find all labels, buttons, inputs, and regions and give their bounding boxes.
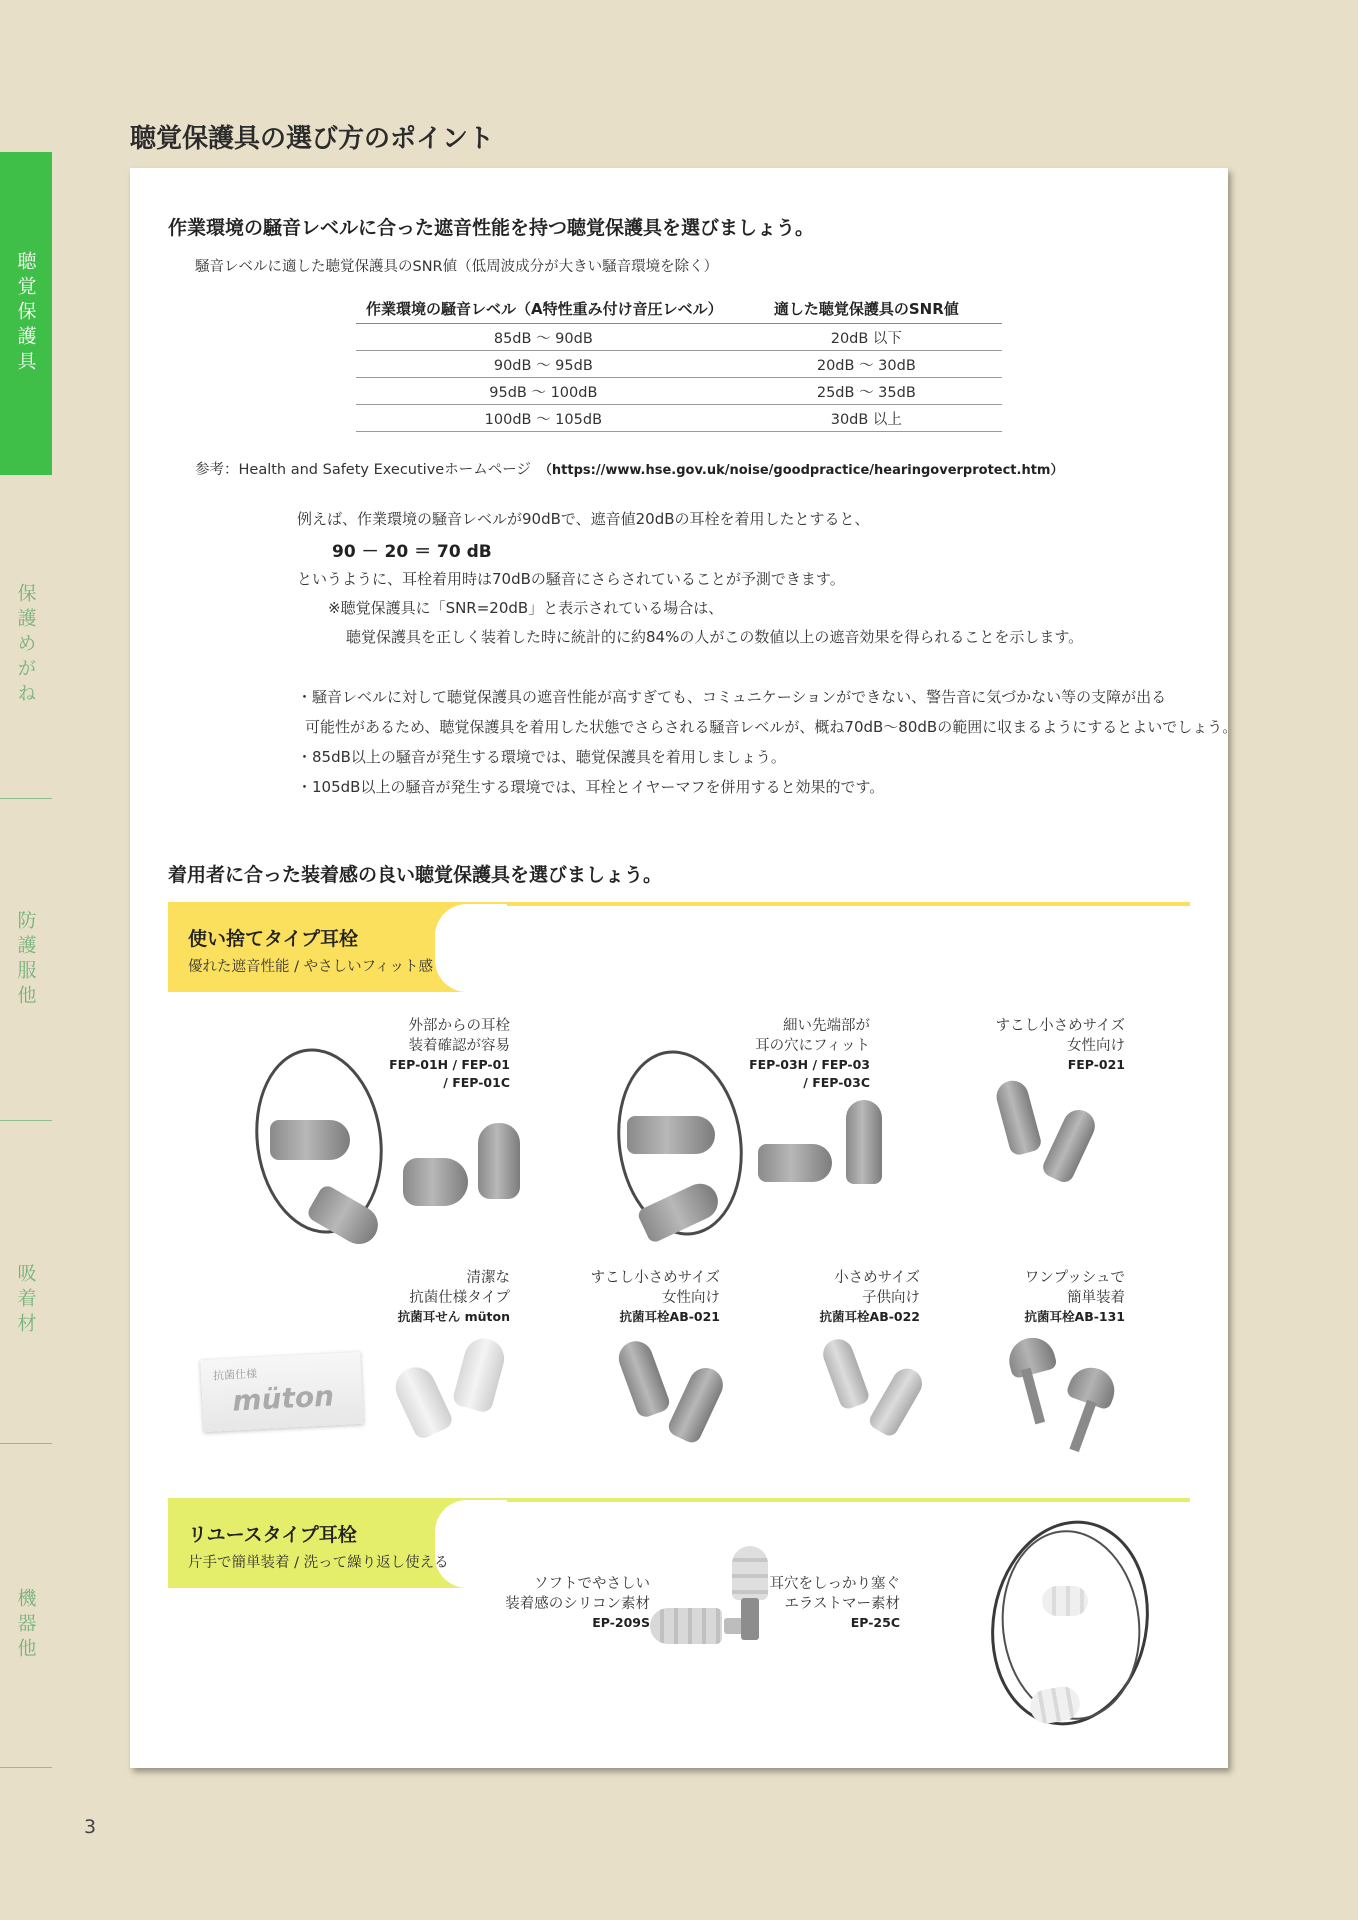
side-tab-absorbent[interactable] <box>0 1230 52 1370</box>
table-row <box>356 324 1002 351</box>
table-cell: 30dB 以上 <box>731 405 1002 432</box>
table-cell: 85dB ～ 90dB <box>356 324 731 351</box>
side-tab-label: 吸着材 <box>14 1262 37 1338</box>
page-title: 聴覚保護具の選び方のポイント <box>130 124 495 154</box>
table-cell: 20dB 以下 <box>731 324 1002 351</box>
side-tab-label: 防護服他 <box>14 910 37 1010</box>
table-header-row <box>356 292 1002 324</box>
package-logo: müton <box>231 1379 335 1418</box>
section1-heading: 作業環境の騒音レベルに合った遮音性能を持つ聴覚保護具を選びましょう。 <box>168 217 815 239</box>
side-tab-equipment[interactable] <box>0 1555 52 1695</box>
reuse-label-box <box>168 1500 471 1588</box>
page-number: 3 <box>84 1816 97 1838</box>
snr-table <box>356 292 1002 432</box>
product-caption: 小さめサイズ 子供向け 抗菌耳栓AB-022 <box>819 1270 920 1324</box>
reference-label: 参考：Health and Safety Executiveホームページ <box>195 462 546 478</box>
table-row <box>356 378 1002 405</box>
product-caption: ソフトでやさしい 装着感のシリコン素材 EP-209S <box>505 1576 650 1630</box>
disposable-subtitle: 優れた遮音性能 / やさしいフィット感 <box>188 959 433 975</box>
disposable-title: 使い捨てタイプ耳栓 <box>188 928 359 950</box>
side-tab-label: 保護めがね <box>14 582 37 708</box>
side-tab-hearing-protection[interactable] <box>0 152 52 475</box>
example-line: 例えば、作業環境の騒音レベルが90dBで、遮音値20dBの耳栓を着用したとすると、 <box>297 510 870 528</box>
reference <box>195 458 1063 479</box>
disposable-label-box <box>168 904 471 992</box>
table-header-cell: 適した聴覚保護具のSNR値 <box>731 292 1002 324</box>
side-divider <box>0 1120 52 1121</box>
side-tab-protective-clothing[interactable] <box>0 880 52 1040</box>
table-cell: 95dB ～ 100dB <box>356 378 731 405</box>
product-caption: 外部からの耳栓 装着確認が容易 FEP-01H / FEP-01 / FEP-01C <box>389 1018 510 1090</box>
table-cell: 25dB ～ 35dB <box>731 378 1002 405</box>
example-formula: 90 － 20 ＝ 70 dB <box>332 542 492 562</box>
reuse-subtitle: 片手で簡単装着 / 洗って繰り返し使える <box>188 1555 449 1571</box>
side-tab-label: 聴覚保護具 <box>14 251 37 376</box>
example-note: ※聴覚保護具に「SNR=20dB」と表示されている場合は、 <box>328 599 724 617</box>
table-row <box>356 351 1002 378</box>
bullet-item: ・105dB以上の騒音が発生する環境では、耳栓とイヤーマフを併用すると効果的です。 <box>297 778 885 796</box>
section2-heading: 着用者に合った装着感の良い聴覚保護具を選びましょう。 <box>168 864 663 886</box>
side-divider <box>0 798 52 799</box>
side-tab-safety-glasses[interactable] <box>0 560 52 730</box>
example-line: というように、耳栓着用時は70dBの騒音にさらされていることが予測できます。 <box>297 570 845 588</box>
product-caption: ワンプッシュで 簡単装着 抗菌耳栓AB-131 <box>1024 1270 1125 1324</box>
product-caption: 細い先端部が 耳の穴にフィット FEP-03H / FEP-03 / FEP-03C <box>749 1018 870 1090</box>
reuse-title: リユースタイプ耳栓 <box>188 1524 357 1546</box>
package-small-text: 抗菌仕様 <box>212 1367 258 1383</box>
table-cell: 20dB ～ 30dB <box>731 351 1002 378</box>
product-caption: 清潔な 抗菌仕様タイプ 抗菌耳せん müton <box>397 1270 510 1324</box>
example-note: 聴覚保護具を正しく装着した時に統計的に約84%の人がこの数値以上の遮音効果を得られることを示します。 <box>346 628 1084 646</box>
content-card <box>130 168 1238 1768</box>
label-box-cutout <box>435 904 507 992</box>
bullet-item: ・騒音レベルに対して聴覚保護具の遮音性能が高すぎても、コミュニケーションができない、警告音に気づかない等の支障が出る <box>297 688 1167 706</box>
table-cell: 100dB ～ 105dB <box>356 405 731 432</box>
product-caption: 耳穴をしっかり塞ぐ エラストマー素材 EP-25C <box>769 1576 900 1630</box>
bullet-item: 可能性があるため、聴覚保護具を着用した状態でさらされる騒音レベルが、概ね70dB～80dBの範囲に収まるようにするとよいでしょう。 <box>305 718 1238 736</box>
side-divider <box>0 1443 52 1444</box>
product-caption: すこし小さめサイズ 女性向け FEP-021 <box>995 1018 1125 1072</box>
table-row <box>356 405 1002 432</box>
reference-url[interactable]: （https://www.hse.gov.uk/noise/goodpractice/hearingoverprotect.htm） <box>545 463 1064 478</box>
side-tab-label: 機器他 <box>14 1587 37 1663</box>
bullet-item: ・85dB以上の騒音が発生する環境では、聴覚保護具を着用しましょう。 <box>297 748 786 766</box>
product-caption: すこし小さめサイズ 女性向け 抗菌耳栓AB-021 <box>590 1270 720 1324</box>
side-divider <box>0 1767 52 1768</box>
table-header-cell: 作業環境の騒音レベル（A特性重み付け音圧レベル） <box>356 292 731 324</box>
table-cell: 90dB ～ 95dB <box>356 351 731 378</box>
table-caption: 騒音レベルに適した聴覚保護具のSNR値（低周波成分が大きい騒音環境を除く） <box>195 259 719 275</box>
